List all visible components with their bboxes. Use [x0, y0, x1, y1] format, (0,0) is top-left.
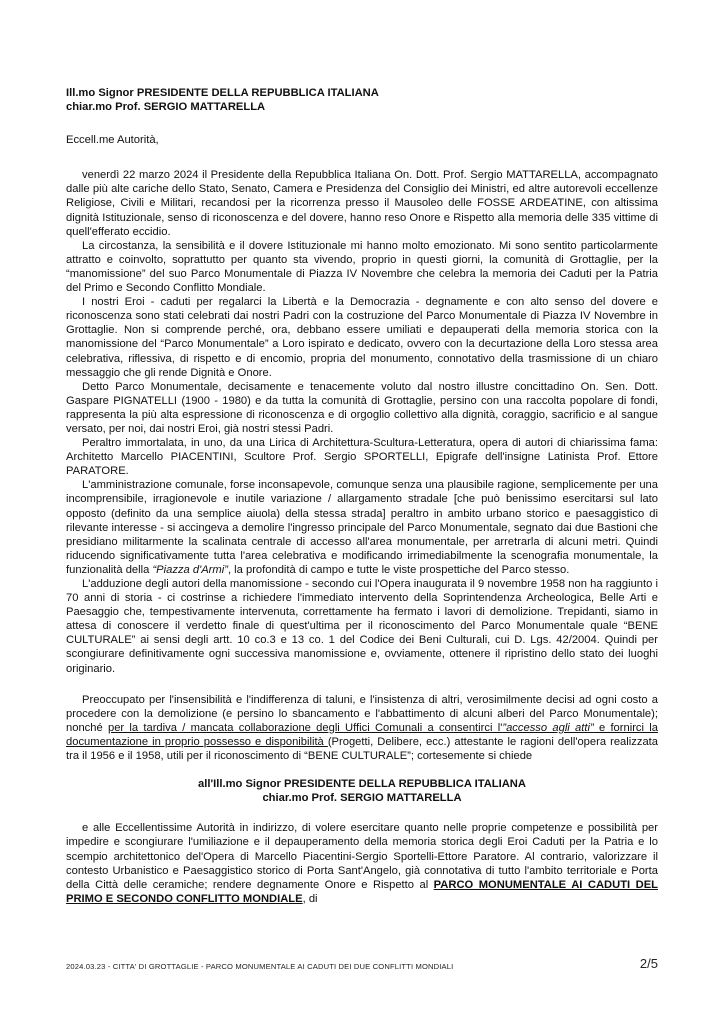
paragraph-8 — [66, 693, 658, 763]
salutation: Eccell.me Autorità, — [66, 134, 159, 147]
paragraph-8-text-a: Preoccupato per l'insensibilità e l'indifferenza di taluni, e l'insistenza di altri, verosimilmente decisi ad ogni costo a procedere con la demolizione (e persino lo sbancamento e l'abbattimento di alcuni alberi del Parco Monumentale); nonché — [66, 693, 658, 734]
paragraph-6-text-a: L'amministrazione comunale, forse inconsapevole, comunque senza una plausibile ragione, semplicemente per una incomprensibile, irragionevole e inutile variazione / allargamento stradale [che può benissimo esercitarsi sul lato opposto (definito da una semplice aiuola) della stessa strada] peraltro in ambito urbano storico e paesaggistico di rilevante interesse - si accingeva a demolire l'ingresso principale del Parco Monumentale, segnato dai due Bastioni che presidiano militarmente la scalinata centrale di accesso all'area monumentale, per arretrarla di alcuni metri. Quindi riducendo significativamente tutta l'area celebrativa e modificando irrimediabilmente la scenografia monumentale, la funzionalità della — [66, 479, 658, 576]
parco-monumentale-title: PARCO MONUMENTALE AI CADUTI DEL PRIMO E SECONDO CONFLITTO MONDIALE — [66, 878, 659, 905]
page-footer: 2024.03.23 - CITTA' DI GROTTAGLIE - PARCO MONUMENTALE AI CADUTI DEI DUE CONFLITTI MONDIALI — [66, 962, 454, 971]
paragraph-6-text-b: , la profondità di campo e tutte le viste prospettiche del Parco stesso. — [227, 563, 570, 576]
paragraph-9-text-b: , di — [302, 892, 318, 905]
paragraph-1: venerdì 22 marzo 2024 il Presidente della Repubblica Italiana On. Dott. Prof. Sergio MATTARELLA, accompagnato dalle più alte cariche dello Stato, Senato, Camera e Presidenza del Consiglio dei Ministri, ed altre autorevoli eccellenze Religiose, Civili e Militari, recandosi per la ricorrenza presso il Mausoleo delle FOSSE ARDEATINE, con altissima dignità Istituzionale, senso di riconoscenza e del dovere, hanno reso Onore e Rispetto alla memoria delle 335 vittime di quell'efferato eccidio. — [66, 169, 658, 238]
underlined-request-2: e fornirci la documentazione in proprio possesso e disponibilità — [66, 721, 658, 748]
address-line-2: chiar.mo Prof. SERGIO MATTARELLA — [66, 101, 266, 114]
address-line-1: Ill.mo Signor PRESIDENTE DELLA REPUBBLICA ITALIANA — [66, 87, 379, 99]
underlined-accesso-atti: ”accesso agli atti” — [502, 721, 594, 734]
paragraph-3: I nostri Eroi - caduti per regalarci la Libertà e la Democrazia - degnamente e con alto senso del dovere e riconoscenza sono stati celebrati dai nostri Padri con la costruzione del Parco Monumentale di Piazza IV Novembre in Grottaglie. Non si comprende perché, ora, debbano essere umiliati e depauperati della memoria storica con la manomissione del “Parco Monumentale” a Loro ispirato e dedicato, ovvero con la decurtazione della Loro stessa area celebrativa, riflessiva, di rispetto e di encomio, propria del monumento, connotativo della trasmissione di un chiaro messaggio che gli rende Dignità e Onore. — [66, 296, 658, 379]
paragraph-4: Detto Parco Monumentale, decisamente e tenacemente voluto dal nostro illustre concittadino On. Sen. Dott. Gaspare PIGNATELLI (1900 - 1980) e da tutta la comunità di Grottaglie, persino con una raccolta popolare di fondi, rappresenta la più alta espressione di riconoscenza e di orgoglio collettivo alla dignità, coraggio, sacrificio e al sangue versato, per noi, dai nostri Eroi, già nostri stessi Padri. — [66, 380, 658, 435]
letter-body — [66, 86, 658, 906]
centered-address-line-2: chiar.mo Prof. SERGIO MATTARELLA — [262, 792, 462, 805]
paragraph-9-text-a: e alle Eccellentissime Autorità in indirizzo, di volere esercitare quanto nelle proprie competenze e possibilità per impedire e scongiurare l'umiliazione e il depauperamento della memoria storica degli Eroi Caduti per la Patria e lo scempio architettonico del'Opera di Marcello Piacentini-Sergio Sportelli-Ettore Paratore. Al contrario, valorizzare il contesto Urbanistico e Paesaggistico storico di Porta Sant'Angelo, già connotativa di tutto l'ambito territoriale e Porta della Città delle ceramiche; rendere degnamente Onore e Rispetto al — [66, 822, 658, 891]
paragraph-8-text-b: (Progetti, Delibere, ecc.) attestante le ragioni dell'opera realizzata tra il 1956 e il 1958, utili per il riconoscimento di “BENE CULTURALE”; cortesemente si chiede — [66, 735, 658, 763]
paragraph-5: Peraltro immortalata, in uno, da una Lirica di Architettura-Scultura-Letteratura, opera di autori di chiarissima fama: Architetto Marcello PIACENTINI, Scultore Prof. Sergio SPORTELLI, Epigrafe dell'insigne Latinista Prof. Ettore PARATORE. — [66, 437, 658, 478]
paragraph-2: La circostanza, la sensibilità e il dovere Istituzionale mi hanno molto emozionato. Mi sono sentito particolarmente attratto e coinvolto, soprattutto per quanto sta vivendo, proprio in questi giorni, la comunità di Grottaglie, per la “manomissione” del suo Parco Monumentale di Piazza IV Novembre che celebra la memoria dei Caduti per la Patria del Primo e Secondo Conflitto Mondiale. — [66, 239, 658, 295]
paragraph-7: L'adduzione degli autori della manomissione - secondo cui l'Opera inaugurata il 9 novembre 1958 non ha raggiunto i 70 anni di storia - ci costrinse a richiedere l'immediato intervento della Soprintendenza Archeologica, Belle Arti e Paesaggio che, tempestivamente intervenuta, correttamente ha fermato i lavori di demolizione. Trepidanti, siamo in attesa di conoscere il verdetto finale di quest'ultima per il riconoscimento del Parco Monumentale quale “BENE CULTURALE” ai sensi degli artt. 10 co.3 e 13 co. 1 del Codice dei Beni Culturali, cui D. Lgs. 42/2004. Quindi per scongiurare definitivamente ogni successiva manomissione e, ovviamente, ottenere il ripristino dello stato dei luoghi originario. — [66, 578, 658, 675]
underlined-request-1: per la tardiva / mancata collaborazione degli Uffici Comunali a consentirci l' — [107, 721, 503, 734]
centered-address-line-1: all'Ill.mo Signor PRESIDENTE DELLA REPUBBLICA ITALIANA — [198, 778, 526, 791]
paragraph-9 — [66, 821, 658, 906]
piazza-darmi-italic: “Piazza d'Armi” — [152, 563, 228, 576]
page-number: 2/5 — [639, 956, 658, 971]
centered-address — [66, 777, 658, 805]
paragraph-6 — [66, 478, 658, 577]
